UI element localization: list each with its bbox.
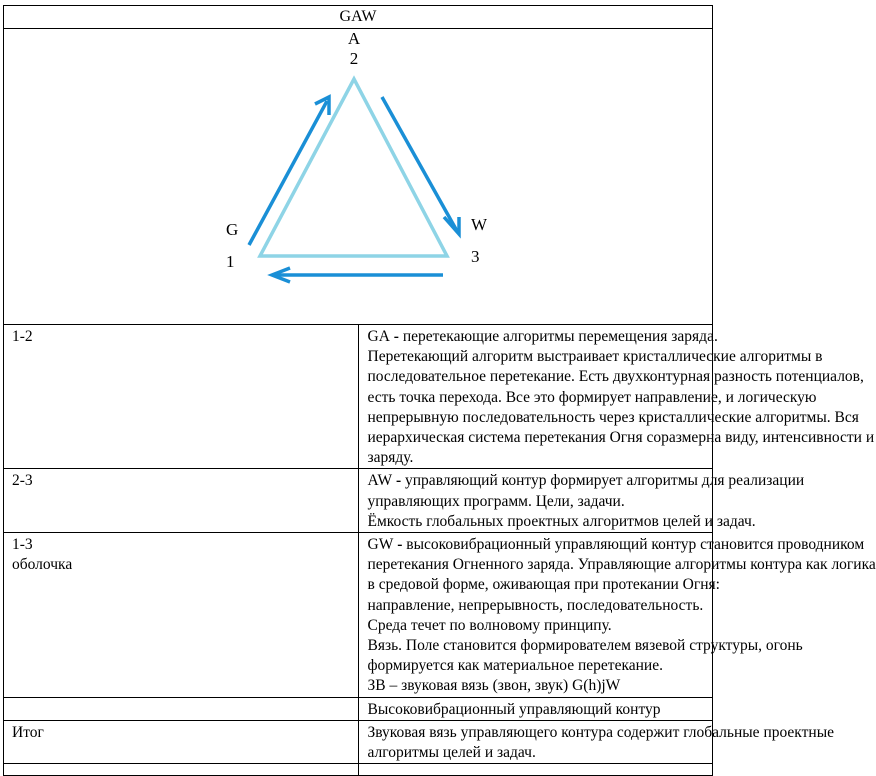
row-label: 1-3 оболочка xyxy=(4,533,359,698)
gaw-triangle-diagram xyxy=(4,29,712,324)
arrow-a-to-w xyxy=(382,97,457,231)
table-row xyxy=(4,697,713,720)
row-label-empty xyxy=(4,697,359,720)
vertex-a-number: 2 xyxy=(349,49,359,68)
table-title: GAW xyxy=(4,6,713,29)
table-row-empty xyxy=(4,764,713,776)
table-row xyxy=(4,469,713,533)
vertex-w-letter: W xyxy=(471,215,488,234)
vertex-a-letter: A xyxy=(347,29,361,48)
table-row xyxy=(4,533,713,698)
table-row xyxy=(4,325,713,469)
vertex-g-number: 1 xyxy=(226,252,235,271)
summary-label: Итог xyxy=(4,720,359,763)
row-text: AW - управляющий контур формирует алгоритмы для реализации управляющих программ. Цели, задачи. Ёмкость глобальных проектных алгоритмов целей и задач. xyxy=(358,469,713,533)
diagram-cell xyxy=(4,29,713,325)
gaw-table xyxy=(3,5,876,776)
summary-text: Звуковая вязь управляющего контура содержит глобальные проектные алгоритмы целей и задач. xyxy=(358,720,713,763)
subtitle-row: Высоковибрационный управляющий контур xyxy=(358,697,713,720)
row-text: GA - перетекающие алгоритмы перемещения заряда. Перетекающий алгоритм выстраивает кристаллические алгоритмы в последовательное перетекание. Есть двухконтурная разность потенциалов, есть точка перехода. Все это формирует направление, и логическую непрерывную последовательность через кристаллические алгоритмы. Вся иерархическая система перетекания Огня соразмерна виду, интенсивности и заряду. xyxy=(358,325,713,469)
summary-row xyxy=(4,720,713,763)
row-label: 2-3 xyxy=(4,469,359,533)
arrow-g-to-a xyxy=(249,101,327,245)
row-text: GW - высоковибрационный управляющий контур становится проводником перетекания Огненного заряда. Управляющие алгоритмы контура как логика в средовой форме, оживающая при протекании Огня: направление, непрерывность, последовательность. Среда течет по волновому принципу. Вязь. Поле становится формирователем вязевой структуры, огонь формируется как материальное перетекание. ЗВ – звуковая вязь (звон, звук) G(h)jW xyxy=(358,533,713,698)
triangle xyxy=(260,79,447,256)
vertex-w-number: 3 xyxy=(471,247,480,266)
vertex-g-letter: G xyxy=(226,220,239,239)
row-label: 1-2 xyxy=(4,325,359,469)
